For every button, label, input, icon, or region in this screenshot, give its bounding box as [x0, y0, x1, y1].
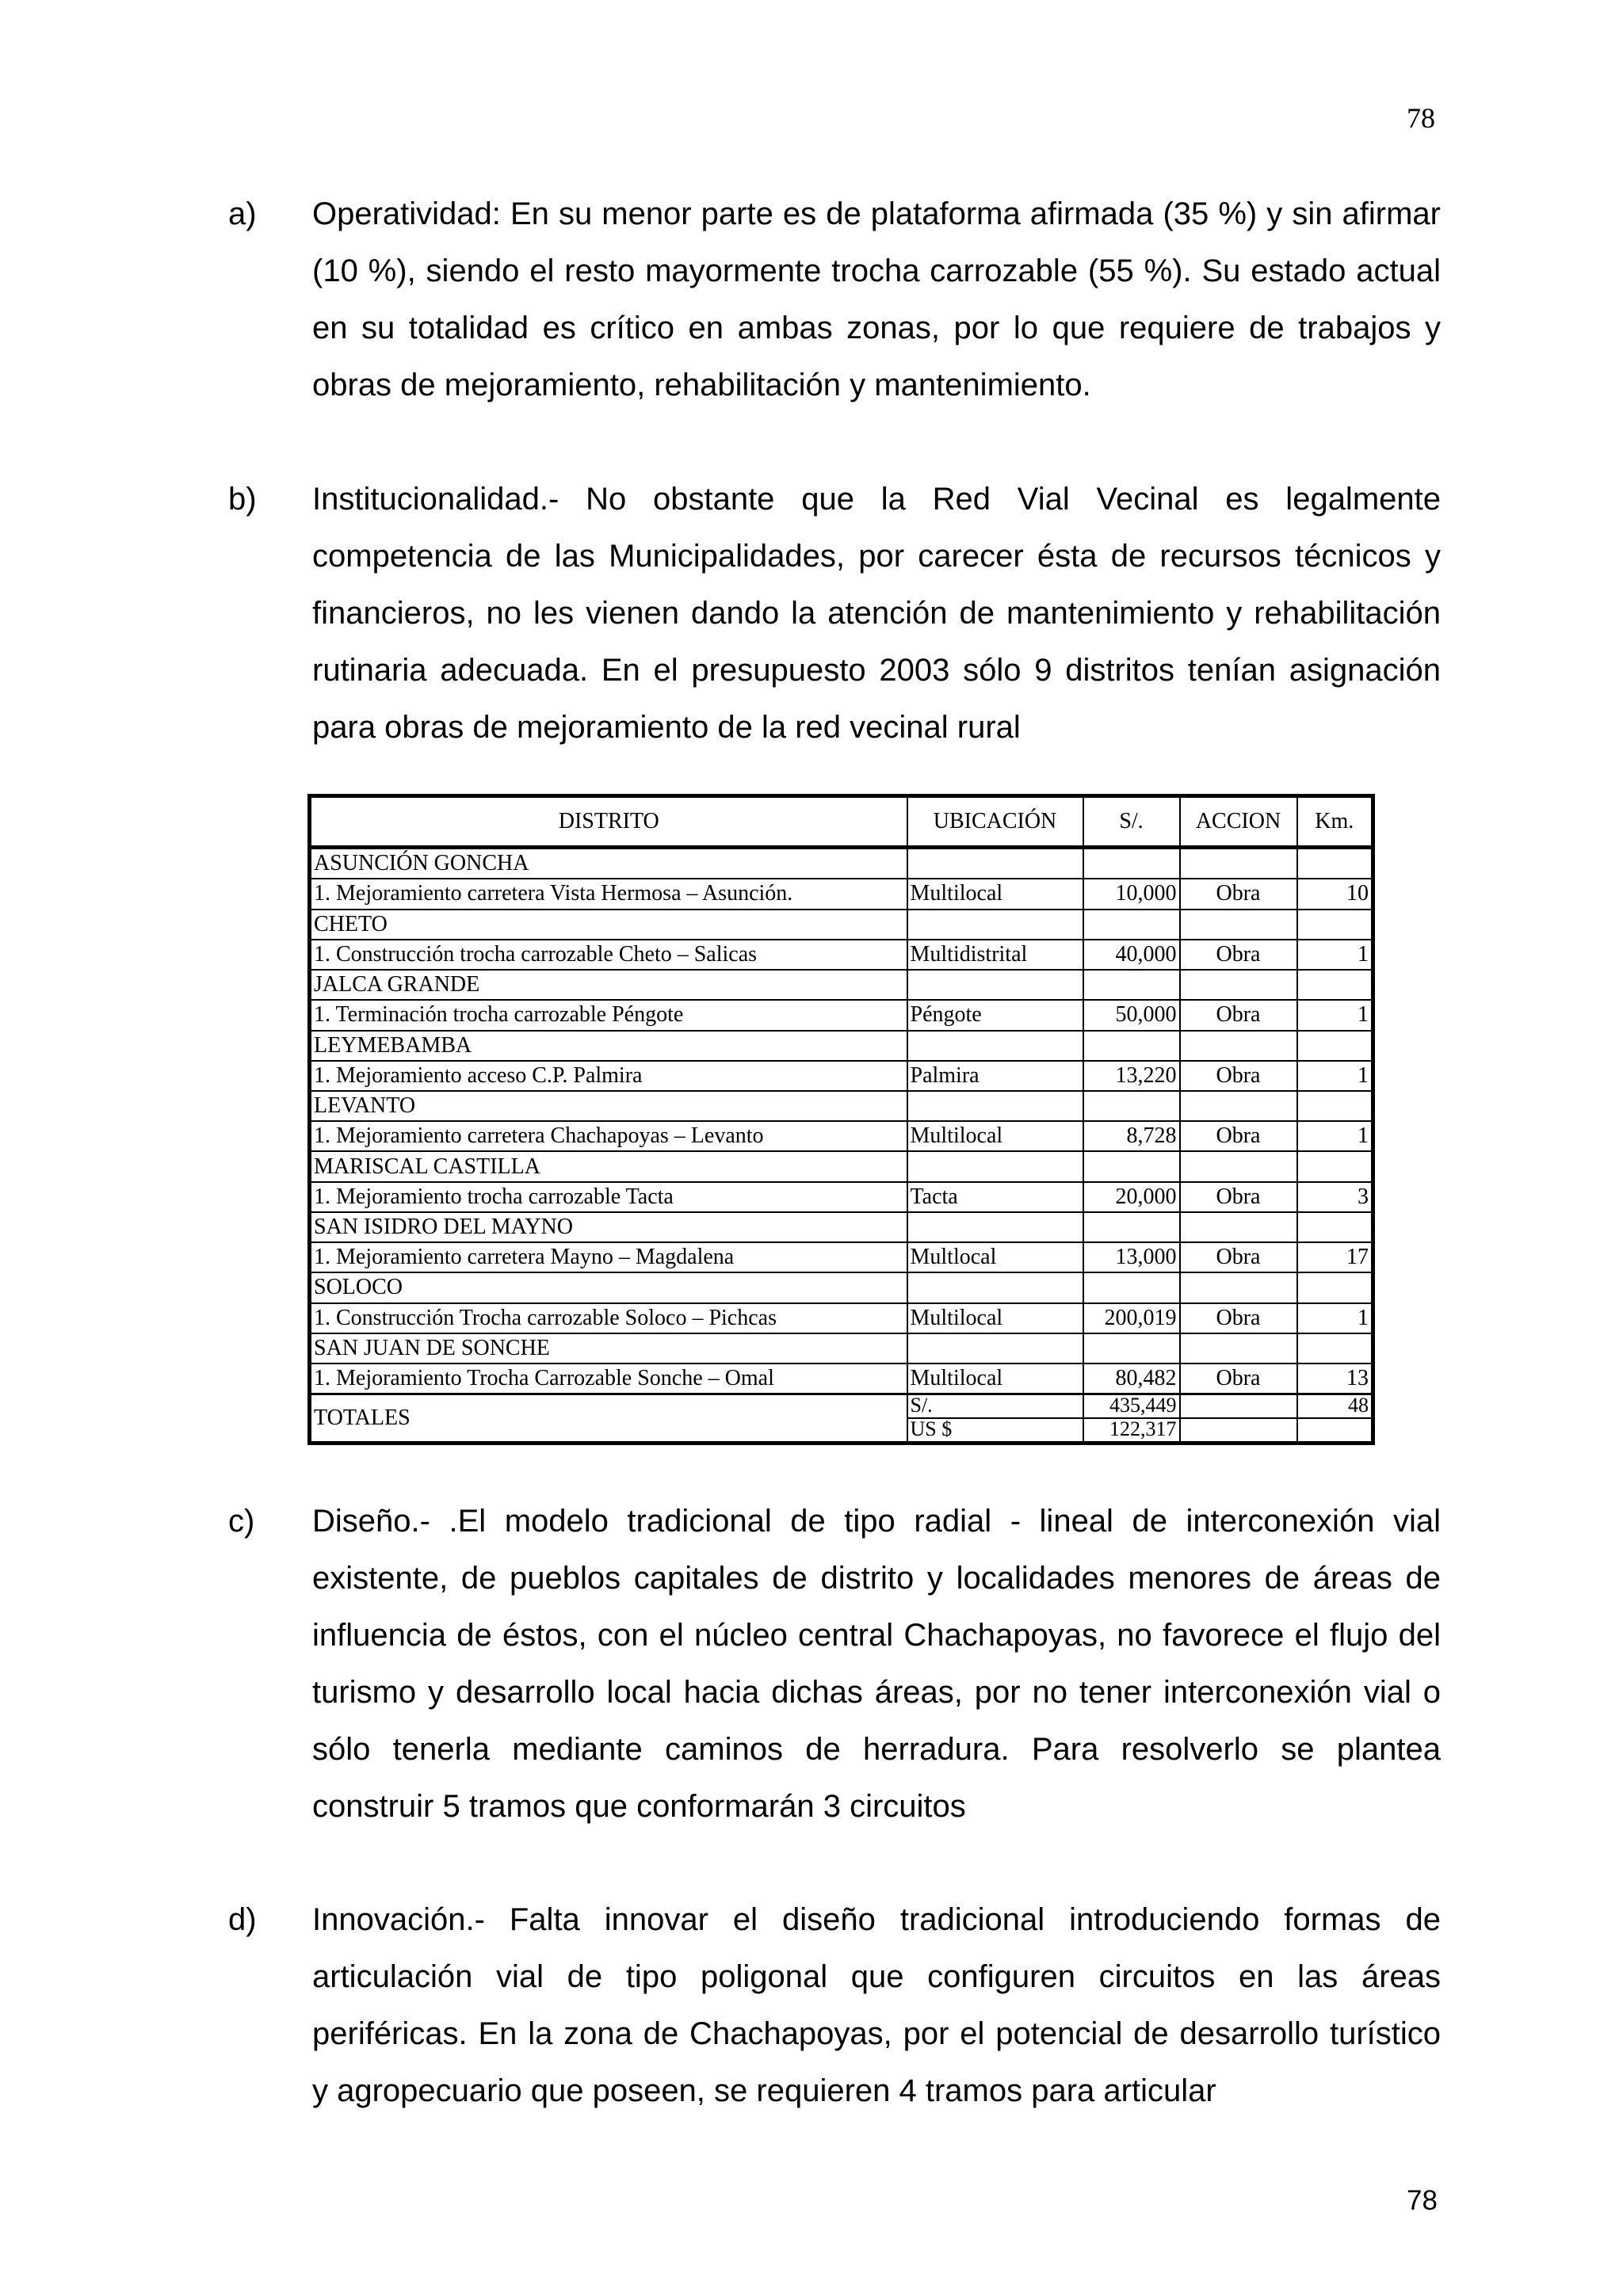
- empty-cell: [1180, 1418, 1297, 1443]
- project-cell: 1. Terminación trocha carrozable Péngote: [310, 1000, 907, 1030]
- empty-cell: [1297, 1151, 1373, 1181]
- empty-cell: [1180, 1272, 1297, 1302]
- amount-cell: 40,000: [1083, 940, 1180, 970]
- project-cell: 1. Construcción Trocha carrozable Soloco – Pichcas: [310, 1303, 907, 1333]
- project-cell: 1. Construcción trocha carrozable Cheto – Salicas: [310, 940, 907, 970]
- action-cell: Obra: [1180, 879, 1297, 909]
- district-name-cell: SAN ISIDRO DEL MAYNO: [310, 1212, 907, 1242]
- header-accion: ACCION: [1180, 796, 1297, 848]
- district-name-cell: SOLOCO: [310, 1272, 907, 1302]
- page-number-top: 78: [1407, 102, 1435, 134]
- district-row: [310, 1272, 1373, 1302]
- empty-cell: [1297, 910, 1373, 940]
- project-row: [310, 1121, 1373, 1151]
- totals-label: TOTALES: [310, 1394, 907, 1444]
- project-cell: 1. Mejoramiento carretera Vista Hermosa – Asunción.: [310, 879, 907, 909]
- project-row: [310, 1303, 1373, 1333]
- page-number-bottom: 78: [1407, 2185, 1438, 2216]
- km-cell: 13: [1297, 1363, 1373, 1394]
- paragraph-b-letter: b): [228, 482, 257, 517]
- empty-cell: [1083, 1091, 1180, 1121]
- totals-currency-cell: US $: [907, 1418, 1083, 1443]
- empty-cell: [1297, 970, 1373, 1000]
- district-name-cell: MARISCAL CASTILLA: [310, 1151, 907, 1181]
- budget-table: [307, 794, 1375, 1445]
- empty-cell: [1297, 1212, 1373, 1242]
- location-cell: Multilocal: [907, 1363, 1083, 1394]
- district-row: [310, 1212, 1373, 1242]
- amount-cell: 10,000: [1083, 879, 1180, 909]
- location-cell: Péngote: [907, 1000, 1083, 1030]
- km-cell: 1: [1297, 1303, 1373, 1333]
- location-cell: Tacta: [907, 1182, 1083, 1212]
- totals-amount-cell: 435,449: [1083, 1394, 1180, 1418]
- project-row: [310, 1182, 1373, 1212]
- project-cell: 1. Mejoramiento Trocha Carrozable Sonche – Omal: [310, 1363, 907, 1394]
- paragraph-b: [228, 471, 1441, 756]
- project-row: [310, 1061, 1373, 1091]
- empty-cell: [1180, 1394, 1297, 1418]
- district-row: [310, 1151, 1373, 1181]
- km-cell: 3: [1297, 1182, 1373, 1212]
- empty-cell: [907, 848, 1083, 879]
- empty-cell: [1083, 848, 1180, 879]
- district-row: [310, 848, 1373, 879]
- empty-cell: [907, 1031, 1083, 1061]
- action-cell: Obra: [1180, 1182, 1297, 1212]
- totals-amount-cell: 122,317: [1083, 1418, 1180, 1443]
- paragraph-c-text: Diseño.- .El modelo tradicional de tipo radial - lineal de interconexión vial existente, de pueblos capitales de distrito y localidades menores de áreas de influencia de éstos, con el núcleo central Chachapoyas, no favorece el flujo del turismo y desarrollo local hacia dichas áreas, por no tener interconexión vial o sólo tenerla mediante caminos de herradura. Para resolverlo se plantea construir 5 tramos que conformarán 3 circuitos: [312, 1504, 1441, 1824]
- district-row: [310, 910, 1373, 940]
- district-row: [310, 1333, 1373, 1363]
- empty-cell: [1180, 1091, 1297, 1121]
- empty-cell: [1180, 1333, 1297, 1363]
- empty-cell: [1297, 1333, 1373, 1363]
- empty-cell: [907, 910, 1083, 940]
- km-cell: 10: [1297, 879, 1373, 909]
- project-row: [310, 1242, 1373, 1272]
- action-cell: Obra: [1180, 1303, 1297, 1333]
- location-cell: Multidistrital: [907, 940, 1083, 970]
- district-row: [310, 1031, 1373, 1061]
- paragraph-b-text: Institucionalidad.- No obstante que la Red Vial Vecinal es legalmente competencia de las Municipalidades, por carecer ésta de recursos técnicos y financieros, no les vienen dando la atención de mantenimiento y rehabilitación rutinaria adecuada. En el presupuesto 2003 sólo 9 distritos tenían asignación para obras de mejoramiento de la red vecinal rural: [312, 482, 1441, 745]
- action-cell: Obra: [1180, 1363, 1297, 1394]
- totals-km-cell: 48: [1297, 1394, 1373, 1418]
- empty-cell: [907, 1272, 1083, 1302]
- empty-cell: [907, 1091, 1083, 1121]
- paragraph-a-text: Operatividad: En su menor parte es de plataforma afirmada (35 %) y sin afirmar (10 %), siendo el resto mayormente trocha carrozable (55 %). Su estado actual en su totalidad es crítico en ambas zonas, por lo que requiere de trabajos y obras de mejoramiento, rehabilitación y mantenimiento.: [312, 196, 1441, 402]
- project-cell: 1. Mejoramiento acceso C.P. Palmira: [310, 1061, 907, 1091]
- empty-cell: [1297, 848, 1373, 879]
- amount-cell: 20,000: [1083, 1182, 1180, 1212]
- project-row: [310, 1000, 1373, 1030]
- empty-cell: [1180, 1031, 1297, 1061]
- empty-cell: [1180, 1212, 1297, 1242]
- empty-cell: [907, 970, 1083, 1000]
- district-name-cell: SAN JUAN DE SONCHE: [310, 1333, 907, 1363]
- empty-cell: [907, 1333, 1083, 1363]
- empty-cell: [907, 1212, 1083, 1242]
- header-ubicacion: UBICACIÓN: [907, 796, 1083, 848]
- empty-cell: [1083, 1031, 1180, 1061]
- district-name-cell: JALCA GRANDE: [310, 970, 907, 1000]
- project-cell: 1. Mejoramiento trocha carrozable Tacta: [310, 1182, 907, 1212]
- empty-cell: [1297, 1272, 1373, 1302]
- amount-cell: 13,220: [1083, 1061, 1180, 1091]
- km-cell: 1: [1297, 1061, 1373, 1091]
- km-cell: 1: [1297, 1000, 1373, 1030]
- district-row: [310, 970, 1373, 1000]
- empty-cell: [1297, 1031, 1373, 1061]
- table-header-row: [310, 796, 1373, 848]
- empty-cell: [1083, 1333, 1180, 1363]
- amount-cell: 50,000: [1083, 1000, 1180, 1030]
- empty-cell: [1083, 1212, 1180, 1242]
- amount-cell: 80,482: [1083, 1363, 1180, 1394]
- paragraph-d-text: Innovación.- Falta innovar el diseño tradicional introduciendo formas de articulación vial de tipo poligonal que configuren circuitos en las áreas periféricas. En la zona de Chachapoyas, por el potencial de desarrollo turístico y agropecuario que poseen, se requieren 4 tramos para articular: [312, 1902, 1441, 2108]
- location-cell: Multilocal: [907, 1303, 1083, 1333]
- project-cell: 1. Mejoramiento carretera Mayno – Magdalena: [310, 1242, 907, 1272]
- empty-cell: [1083, 1151, 1180, 1181]
- location-cell: Palmira: [907, 1061, 1083, 1091]
- project-cell: 1. Mejoramiento carretera Chachapoyas – Levanto: [310, 1121, 907, 1151]
- totals-currency-cell: S/.: [907, 1394, 1083, 1418]
- empty-cell: [1180, 1151, 1297, 1181]
- km-cell: 1: [1297, 940, 1373, 970]
- project-row: [310, 879, 1373, 909]
- empty-cell: [1083, 970, 1180, 1000]
- empty-cell: [1297, 1091, 1373, 1121]
- project-row: [310, 1363, 1373, 1394]
- empty-cell: [1083, 1272, 1180, 1302]
- paragraph-a-letter: a): [228, 196, 257, 231]
- action-cell: Obra: [1180, 1061, 1297, 1091]
- totals-row-soles: [310, 1394, 1373, 1418]
- empty-cell: [1180, 970, 1297, 1000]
- district-name-cell: ASUNCIÓN GONCHA: [310, 848, 907, 879]
- km-cell: 1: [1297, 1121, 1373, 1151]
- header-km: Km.: [1297, 796, 1373, 848]
- empty-cell: [907, 1151, 1083, 1181]
- empty-cell: [1180, 848, 1297, 879]
- action-cell: Obra: [1180, 940, 1297, 970]
- header-soles: S/.: [1083, 796, 1180, 848]
- action-cell: Obra: [1180, 1121, 1297, 1151]
- paragraph-d-letter: d): [228, 1902, 257, 1937]
- amount-cell: 200,019: [1083, 1303, 1180, 1333]
- district-row: [310, 1091, 1373, 1121]
- district-name-cell: LEYMEBAMBA: [310, 1031, 907, 1061]
- paragraph-a: [228, 185, 1441, 414]
- empty-cell: [1083, 910, 1180, 940]
- amount-cell: 13,000: [1083, 1242, 1180, 1272]
- empty-cell: [1297, 1418, 1373, 1443]
- paragraph-d: [228, 1891, 1441, 2119]
- location-cell: Multilocal: [907, 879, 1083, 909]
- action-cell: Obra: [1180, 1000, 1297, 1030]
- paragraph-c-letter: c): [228, 1504, 255, 1539]
- amount-cell: 8,728: [1083, 1121, 1180, 1151]
- location-cell: Multlocal: [907, 1242, 1083, 1272]
- location-cell: Multilocal: [907, 1121, 1083, 1151]
- empty-cell: [1180, 910, 1297, 940]
- district-name-cell: CHETO: [310, 910, 907, 940]
- paragraph-c: [228, 1493, 1441, 1835]
- km-cell: 17: [1297, 1242, 1373, 1272]
- action-cell: Obra: [1180, 1242, 1297, 1272]
- project-row: [310, 940, 1373, 970]
- header-distrito: DISTRITO: [310, 796, 907, 848]
- district-name-cell: LEVANTO: [310, 1091, 907, 1121]
